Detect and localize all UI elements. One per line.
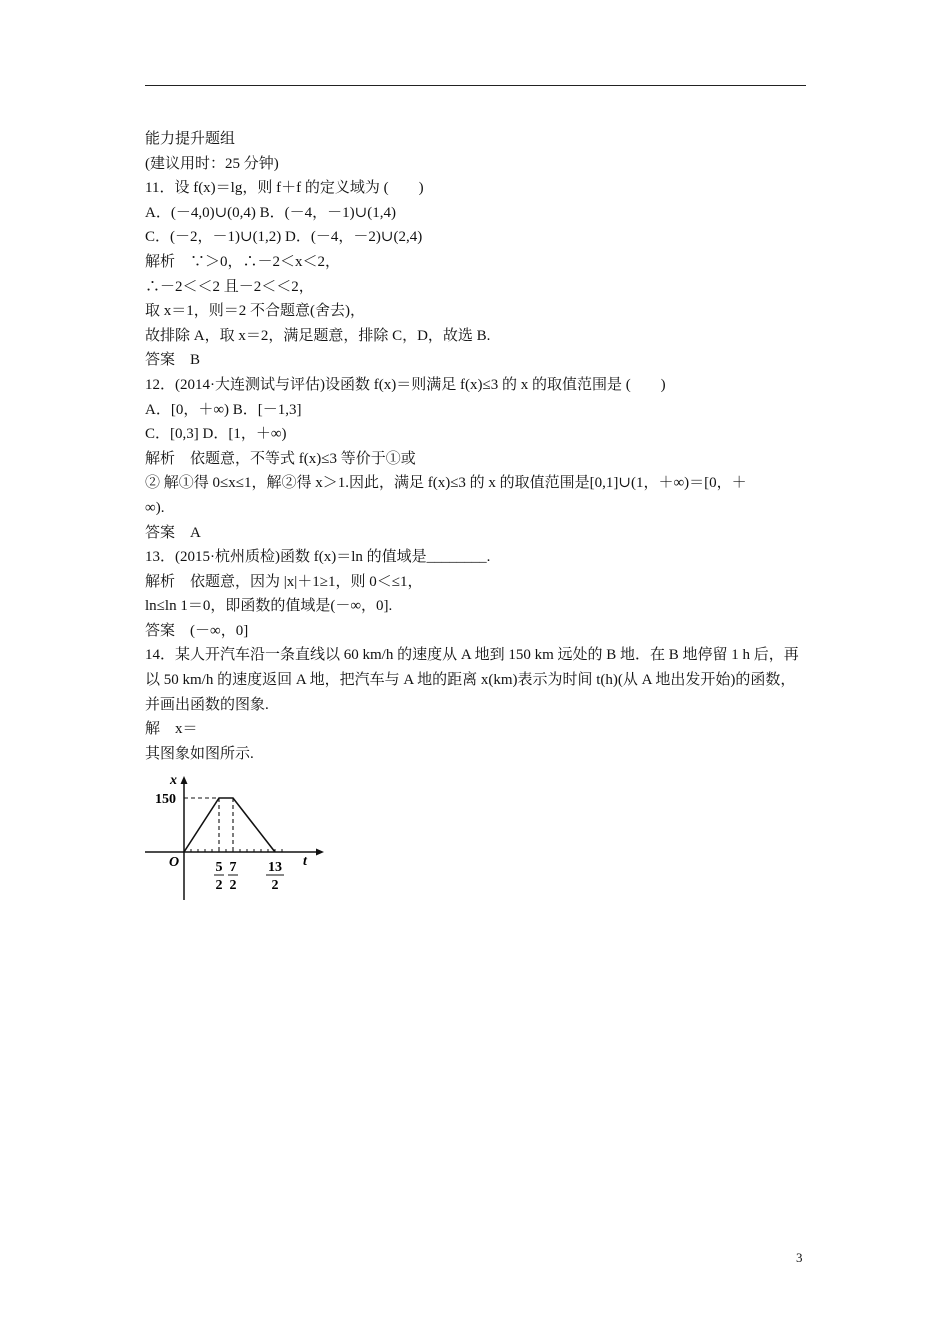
problem-14-text: 14．某人开汽车沿一条直线以 60 km/h 的速度从 A 地到 150 km 远处的 B 地．在 B 地停留 1 h 后，再以 50 km/h 的速度返回 A 地，把汽车与 A 地的距离 x(km)表示为时间 t(h)(从 A 地出发开始)的函数，并画出函数的图象. — [145, 647, 799, 713]
problem-12-line: 解析 依题意，不等式 f(x)≤3 等价于①或 — [145, 450, 416, 467]
problem-11-line: 解析 ∵＞0，∴－2＜x＜2， — [145, 253, 341, 270]
x-tick-denominator: 2 — [271, 878, 279, 893]
x-tick-numerator: 5 — [215, 860, 223, 875]
problem-12-line: ∞). — [145, 499, 165, 516]
x-axis-label: t — [303, 854, 307, 869]
problem-11-answer: 答案 B — [145, 352, 201, 369]
problem-13-answer: 答案 (－∞，0] — [145, 622, 249, 639]
x-tick-numerator: 13 — [268, 860, 282, 875]
document-body — [145, 127, 809, 766]
problem-13-line: ln≤ln 1＝0，即函数的值域是(－∞，0]. — [145, 598, 393, 615]
problem-13-line: 13．(2015·杭州质检)函数 f(x)＝ln 的值域是________. — [145, 549, 491, 566]
problem-12-line: A．[0，＋∞) B．[－1,3] — [145, 401, 302, 418]
problem-12-line: 12．(2014·大连测试与评估)设函数 f(x)＝则满足 f(x)≤3 的 x 的取值范围是 ( ) — [145, 376, 666, 393]
x-tick-label-fraction — [214, 860, 224, 893]
page-number: 3 — [796, 1250, 803, 1265]
distance-time-graph — [140, 768, 330, 904]
problem-12 — [145, 373, 809, 545]
x-tick-denominator: 2 — [215, 878, 223, 893]
problem-12-line: ② 解①得 0≤x≤1，解②得 x＞1.因此，满足 f(x)≤3 的 x 的取值范围是[0,1]∪(1，＋∞)＝[0，＋ — [145, 475, 747, 492]
figure-caption: 其图象如图所示. — [145, 745, 254, 762]
x-tick-label-fraction — [266, 860, 284, 893]
time-note: (建议用时：25 分钟) — [145, 155, 279, 172]
y-axis-arrow — [181, 776, 188, 784]
y-tick-label-150: 150 — [155, 792, 176, 807]
problem-14-solution: 解 x＝ — [145, 721, 198, 738]
y-axis-label: x — [170, 773, 177, 788]
problem-11-line: 取 x＝1，则＝2 不合题意(舍去)， — [145, 303, 365, 320]
x-axis-arrow — [316, 849, 324, 856]
problem-13 — [145, 545, 809, 643]
problem-14 — [145, 643, 809, 766]
problem-11-line: 11．设 f(x)＝lg，则 f＋f 的定义域为 ( ) — [145, 180, 424, 197]
origin-label: O — [169, 855, 180, 870]
function-line — [184, 798, 275, 852]
x-tick-denominator: 2 — [229, 878, 237, 893]
problem-11-line: ∴－2＜＜2 且－2＜＜2， — [145, 278, 314, 295]
problem-12-answer: 答案 A — [145, 524, 201, 541]
problem-11-line: 故排除 A，取 x＝2，满足题意，排除 C，D，故选 B. — [145, 327, 491, 344]
x-tick-label-fraction — [228, 860, 238, 893]
header-rule — [145, 85, 806, 86]
section-title: 能力提升题组 — [145, 131, 236, 147]
x-tick-numerator: 7 — [229, 860, 237, 875]
problem-11-line: C．(－2，－1)∪(1,2) D．(－4，－2)∪(2,4) — [145, 229, 423, 246]
problem-11 — [145, 176, 809, 373]
problem-11-line: A．(－4,0)∪(0,4) B．(－4，－1)∪(1,4) — [145, 204, 396, 221]
problem-12-line: C．[0,3] D．[1，＋∞) — [145, 426, 287, 443]
problem-13-line: 解析 依题意，因为 |x|＋1≥1，则 0＜≤1， — [145, 573, 423, 590]
